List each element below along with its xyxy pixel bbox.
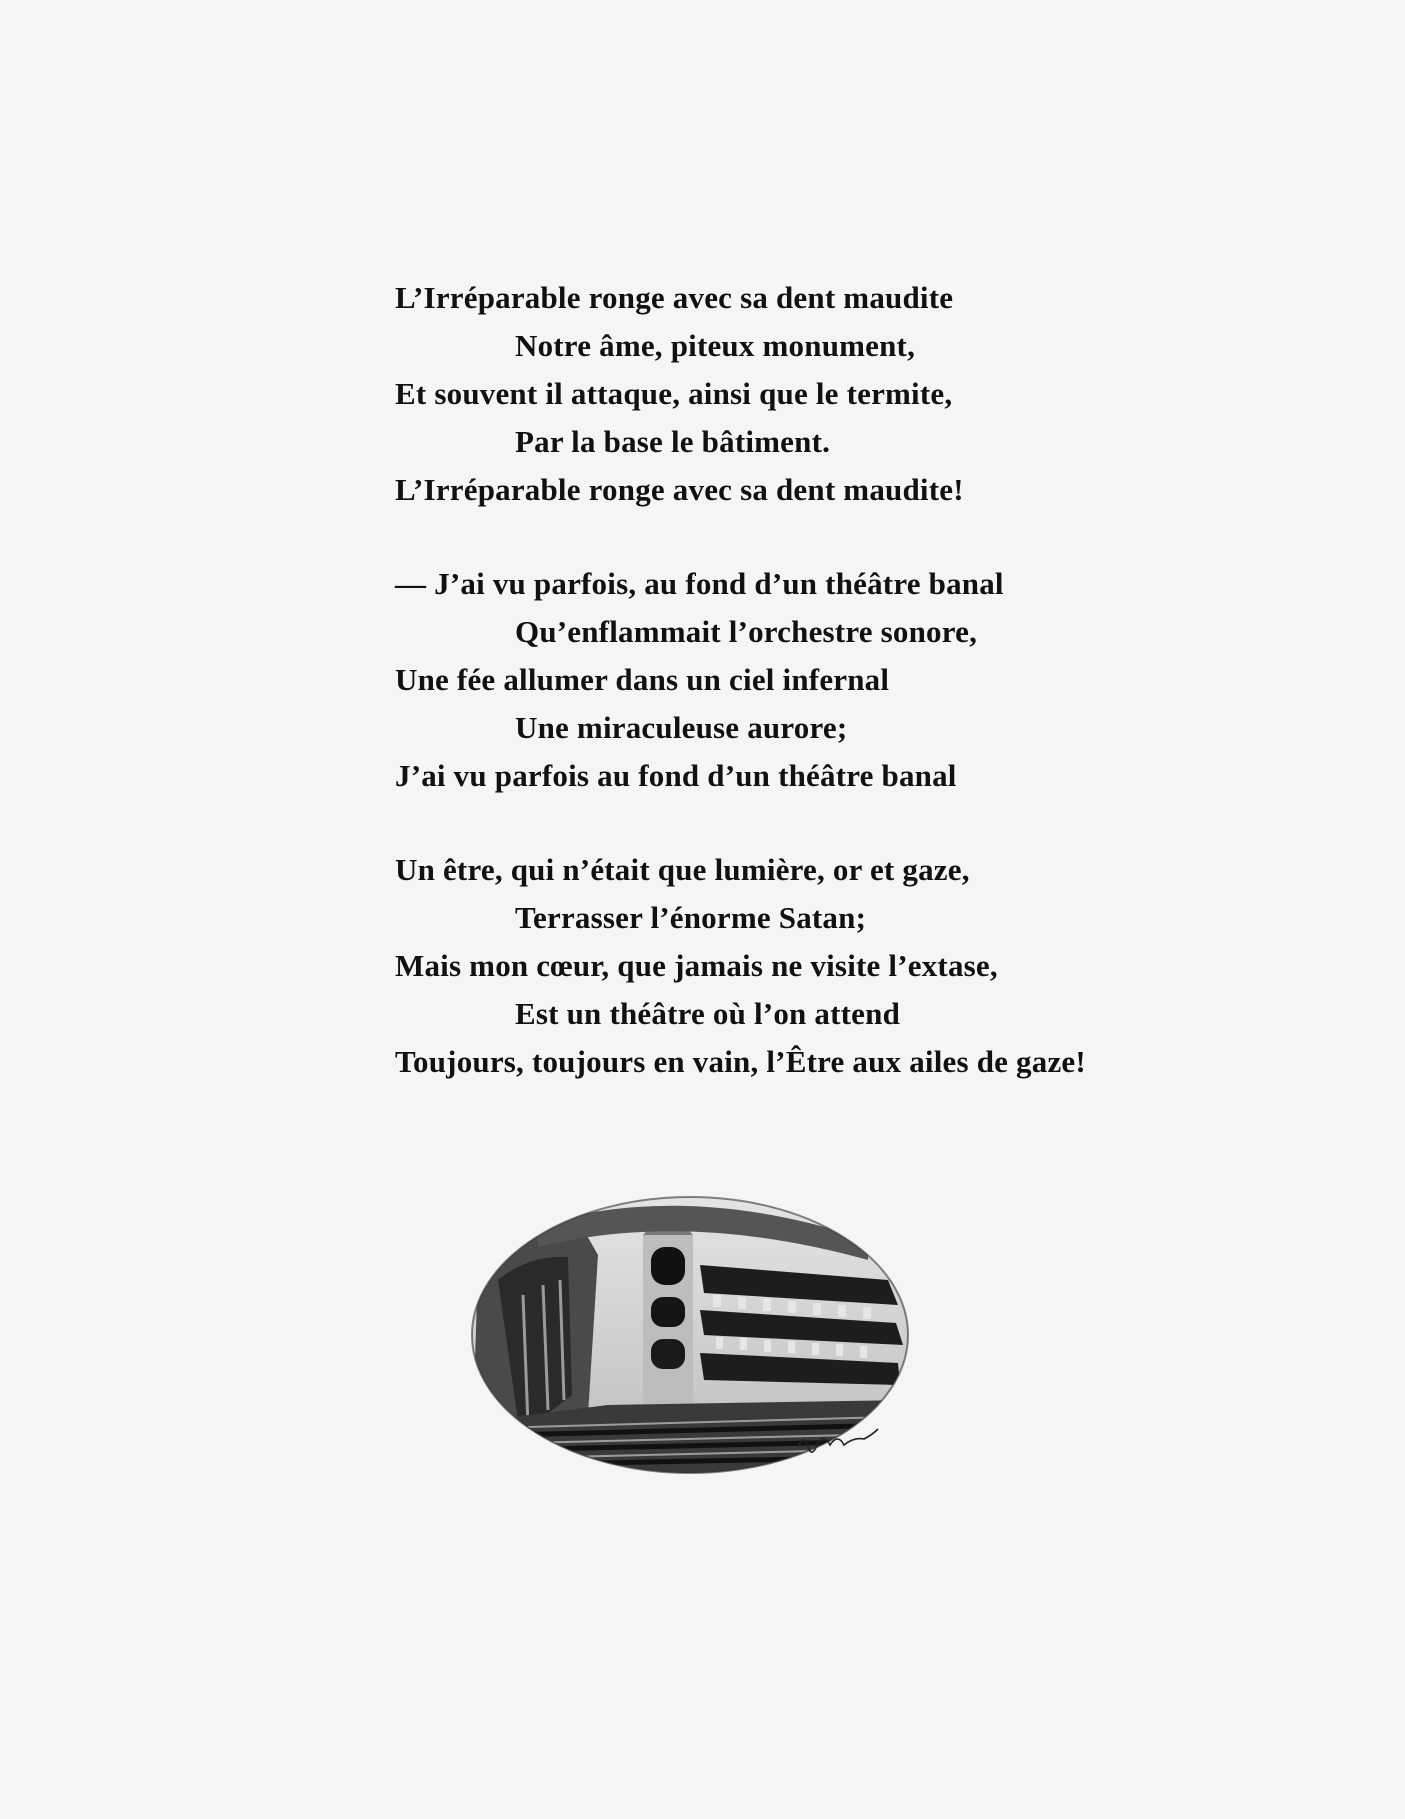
verse-line: — J’ai vu parfois, au fond d’un théâtre banal bbox=[395, 566, 1004, 601]
verse-line: Notre âme, piteux monument, bbox=[515, 328, 916, 363]
theatre-vignette-illustration bbox=[468, 1185, 918, 1490]
verse-line: Et souvent il attaque, ainsi que le termite, bbox=[395, 376, 953, 411]
verse-line: Un être, qui n’était que lumière, or et gaze, bbox=[395, 852, 970, 887]
verse-line: Terrasser l’énorme Satan; bbox=[515, 900, 867, 935]
verse-line: L’Irréparable ronge avec sa dent maudite bbox=[395, 280, 954, 315]
verse-line: Une fée allumer dans un ciel infernal bbox=[395, 662, 890, 697]
verse-line: Qu’enflammait l’orchestre sonore, bbox=[515, 614, 978, 649]
verse-line: L’Irréparable ronge avec sa dent maudite! bbox=[395, 472, 964, 507]
verse-line: Toujours, toujours en vain, l’Être aux ailes de gaze! bbox=[395, 1044, 1086, 1079]
stanza-3 bbox=[395, 846, 1175, 1086]
verse-line: J’ai vu parfois au fond d’un théâtre banal bbox=[395, 758, 957, 793]
verse-line: Est un théâtre où l’on attend bbox=[515, 996, 901, 1031]
verse-line: Mais mon cœur, que jamais ne visite l’extase, bbox=[395, 948, 998, 983]
stanza-1 bbox=[395, 274, 1175, 514]
stanza-2 bbox=[395, 560, 1175, 800]
poem-text bbox=[395, 274, 1175, 1132]
verse-line: Une miraculeuse aurore; bbox=[515, 710, 848, 745]
verse-line: Par la base le bâtiment. bbox=[515, 424, 831, 459]
